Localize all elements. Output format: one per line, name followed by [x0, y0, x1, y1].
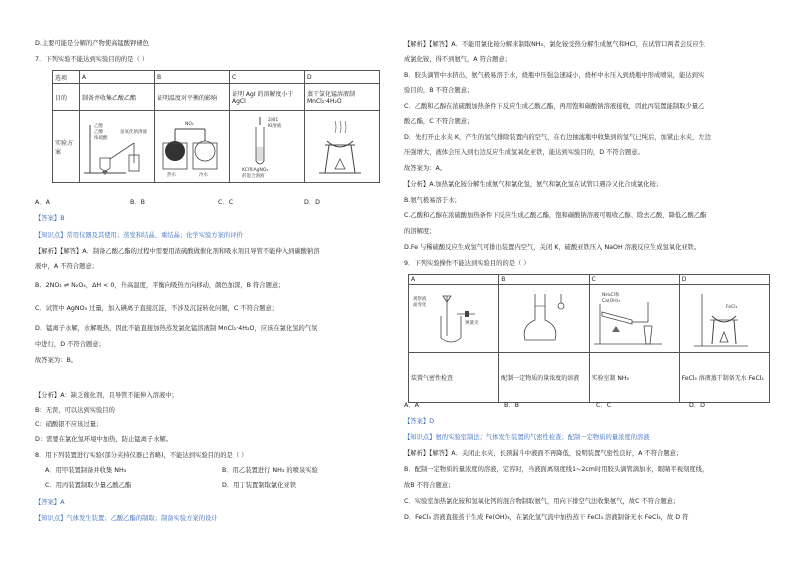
- q7-analysis-line: 【分析】A：缺乏催化剂，且导管不能伸入溶液中；: [35, 392, 178, 399]
- q9-choice-a: A．A: [404, 402, 419, 409]
- q7-header-cell: A: [80, 71, 155, 84]
- q8-stem: 8．用下列装置进行实验(部分夹持仪器已省略)，不能达到实验目的的是（ ）: [35, 452, 248, 459]
- q7-table: [52, 70, 380, 183]
- q7-explanation-line: 【解析】【解答】A．制备乙酸乙酯的过程中需要用浓硫酸做催化剂和吸水剂且导管不能伸入到碳酸钠溶: [35, 248, 320, 255]
- q8-analysis-line: B.氨气极易溶于水；: [404, 197, 461, 204]
- label-clamp: 弹簧夹: [465, 320, 479, 326]
- label-nh4cl: NH₄Cl和: [601, 292, 619, 298]
- label-no2: NO₂: [185, 121, 194, 127]
- q7-scheme-label: 实验方案: [53, 111, 80, 183]
- q9-table: [408, 274, 770, 403]
- q7-explanation-line: 中进行，D 不符合题意；: [35, 341, 105, 348]
- label-2-drops: 2滴1: [268, 117, 279, 123]
- q8-choice-d: D．用丁装置制取氯化亚铁: [222, 482, 297, 489]
- q9-figure-b: [499, 285, 589, 353]
- label-acetic-acid: 乙酸: [94, 129, 103, 135]
- q7-answer: 【答案】B: [35, 215, 65, 222]
- label-hot-water: 热水: [167, 172, 176, 178]
- q7-scheme-b: [155, 111, 230, 183]
- q7-explanation-line: B．2NO₂ ⇌ N₂O₄，ΔH < 0，升高温度，平衡向吸热方向移动，颜色加深，B 符合题意；: [35, 282, 285, 289]
- q7-stem: 7．下列实验不能达到实验目的的是（ ）: [35, 56, 149, 63]
- q9-choice-b: B．B: [504, 402, 519, 409]
- q7-choice-a: A．A: [35, 199, 50, 206]
- q9-explanation-line: 故B 不符合题意；: [404, 482, 455, 489]
- q8-explanation-line: D．先打开止水夹 K，产生的氢气排除装置内的空气，在右边抽滤瓶中收集到的氢气已纯后，加紧止水夹，左边: [404, 134, 711, 141]
- label-fecl3: FeCl₃: [725, 304, 738, 310]
- label-observe-level: 观察液: [413, 296, 427, 302]
- q8-analysis-line: 的溶解度；: [404, 228, 436, 235]
- q8-answer: 【答案】A: [35, 499, 65, 506]
- q7-header-cell: 选项: [53, 71, 80, 84]
- q8-choice-a: A．用甲装置制备并收集 NH₃: [45, 467, 127, 474]
- q9-header-cell: D: [679, 275, 769, 285]
- q8-explanation-line: B．胶头滴管中水挤出，氨气极易溶于水，烧瓶中压强急速减小，烧杯中水压入到烧瓶中形成喷泉，能达到实: [404, 72, 705, 79]
- prev-question-tail: D.主要可能是分解的产物使高锰酸钾褪色: [35, 40, 149, 47]
- q8-explanation-line: 酸乙酯，C 不符合题意；: [404, 118, 474, 125]
- q8-analysis-line: 【分析】A.加热氯化铵分解生成氨气和氯化氢，氨气和氯化氢在试管口遇冷又化合成氯化铵；: [404, 181, 663, 188]
- label-ethanol: 乙醇: [94, 123, 103, 129]
- q8-explanation-line: 【解析】【解答】A．不能用氯化铵分解来制取NH₃，氯化铵受热分解生成氨气和HCl，在试管口两者会反应生: [404, 41, 706, 48]
- q8-explanation-line: 验目的，B 不符合题意；: [404, 87, 474, 94]
- q8-explanation-line: 故答案为：A。: [404, 165, 447, 172]
- q9-purpose-a: 装置气密性检查: [409, 353, 499, 403]
- q7-scheme-a: [80, 111, 155, 183]
- airtightness-figure: [411, 286, 489, 350]
- q8-analysis-line: D.Fe 与稀硫酸反应生成氢气可排出装置内空气，关闭 K，硫酸亚铁压入 NaOH 溶液反应生成氢氧化亚铁。: [404, 244, 701, 251]
- nh3-prep-figure: [592, 286, 670, 350]
- q9-answer: 【答案】D: [404, 418, 435, 425]
- q7-choice-b: B．B: [130, 199, 145, 206]
- q7-choice-c: C．C: [218, 199, 234, 206]
- q9-purpose-b: 配制一定物质的量浓度的溶液: [499, 353, 589, 403]
- q7-explanation-line: 液中，A 不符合题意；: [35, 263, 98, 270]
- q9-purpose-d: FeCl₃ 溶液蒸干制备无水 FeCl₃: [679, 353, 769, 403]
- label-naoh: 氢氧化钠溶液: [120, 129, 147, 135]
- q8-explanation-line: 成氯化铵，得不到氨气，A 符合题意；: [404, 56, 512, 63]
- q9-choice-d: D．D: [689, 402, 705, 409]
- q9-figure-a: [409, 285, 499, 353]
- q7-explanation-line: D．锰离子水解，水解吸热，因此不能直接加热蒸发氯化锰溶液制 MnCl₂·4H₂O，应该在氯化氢的气氛: [35, 325, 318, 332]
- q9-header-cell: C: [589, 275, 679, 285]
- q7-header-cell: C: [230, 71, 305, 84]
- q9-figure-d: [679, 285, 769, 353]
- q7-explanation-line: 故答案为：B。: [35, 357, 78, 364]
- q7-analysis-line: B：无误，可以达到实验目的: [35, 407, 115, 414]
- q7-knowledge-points: 【知识点】常用仪器及其使用；蒸发和结晶、重结晶；化学实验方案的评价: [35, 232, 243, 239]
- q7-purpose-d: 蒸干氯化锰溶液制MnCl₂·4H₂O: [305, 84, 380, 111]
- label-caoh2: Ca(OH)₂: [601, 298, 620, 304]
- q7-header-cell: B: [155, 71, 230, 84]
- q9-stem: 9．下列实验操作不能达到实验目的的是（ ）: [404, 260, 530, 267]
- q7-explanation-line: C．试管中 AgNO₃ 过量，加入碘离子直接沉淀，不涉及沉淀转化问题，C 不符合题意；: [35, 305, 279, 312]
- q9-explanation-line: C．实验室加热氯化铵和氢氧化钙的混合物制取氨气，用向下排空气法收集氨气，故C 不符合题意；: [404, 498, 680, 505]
- label-cold-water: 冷水: [199, 172, 208, 178]
- q7-purpose-c: 证明 AgI 的溶解度小于 AgCl: [230, 84, 305, 111]
- fecl3-evaporation-figure: [682, 286, 760, 350]
- label-level-change: 面变化: [413, 302, 427, 308]
- q9-figure-c: [589, 285, 679, 353]
- label-kcl-agno3: KCl和AgNO₃: [242, 167, 269, 173]
- q7-purpose-label: 目的: [53, 84, 80, 111]
- q8-choice-c: C．用丙装置制取少量乙酸乙酯: [45, 482, 132, 489]
- q9-header-cell: B: [499, 275, 589, 285]
- q9-knowledge-points: 【知识点】氨的实验室制法；气体发生装置的气密性检查；配制一定物质的量浓度的溶液: [404, 434, 650, 441]
- q9-explanation-line: D．FeCl₃ 溶液直接蒸干生成 Fe(OH)₃，在氯化氢气流中加热蒸干 FeCl₃ 溶液制备无水 FeCl₃，故 D 符: [404, 514, 689, 521]
- evaporation-figure: [307, 113, 373, 179]
- q8-explanation-line: C．乙酸和乙醇在浓硫酸加热条件下反应生成乙酸乙酯，再用饱和碳酸钠溶液接收，因此丙装置能制取少量乙: [404, 103, 705, 110]
- volumetric-flask-figure: [501, 286, 579, 350]
- agi-tube-figure: [232, 113, 298, 179]
- q7-analysis-line: C：硝酸银不应该过量；: [35, 421, 103, 428]
- q7-header-cell: D: [305, 71, 380, 84]
- q8-analysis-line: C.乙酸和乙醇在浓硫酸加热条件下反应生成乙酸乙酯，饱和碳酸钠溶液可吸收乙醇、除去乙酸、降低乙酸乙酯: [404, 212, 707, 219]
- q7-purpose-a: 制备并收集乙酸乙酯: [80, 84, 155, 111]
- q8-explanation-line: 压强增大，液体会压入到右边反应生成氢氧化亚铁，能达到实验目的，D 不符合题意。: [404, 149, 644, 156]
- q7-scheme-d: [305, 111, 380, 183]
- q9-explanation-line: B．配制一定物质的量浓度的溶液，定容时，当液面离刻度线1~2cm时用胶头滴管滴加水，眼睛平视刻度线，: [404, 466, 709, 473]
- q9-choice-c: C．C: [596, 402, 612, 409]
- no2-flask-figure: [157, 113, 223, 179]
- label-mixture: 的混合溶液: [242, 173, 265, 179]
- q9-explanation-line: 【解析】【解答】A．关闭止水夹，长颈漏斗中液面不再降低，说明装置气密性良好，A 不符合题意；: [404, 450, 683, 457]
- q7-purpose-b: 证明温度对平衡的影响: [155, 84, 230, 111]
- ester-apparatus-figure: [82, 113, 148, 179]
- right-column: [404, 0, 789, 562]
- q9-purpose-c: 实验室制 NH₃: [589, 353, 679, 403]
- q8-choice-b: B．用乙装置进行 NH₃ 的喷泉实验: [222, 467, 318, 474]
- left-column: [0, 0, 385, 562]
- q7-scheme-c: [230, 111, 305, 183]
- q8-knowledge-points: 【知识点】气体发生装置；乙酸乙酯的制取；制备实验方案的设计: [35, 515, 218, 522]
- q9-header-cell: A: [409, 275, 499, 285]
- label-conc-sulfuric: 浓硫酸: [94, 135, 108, 141]
- label-ki: KI溶液: [268, 123, 282, 129]
- q7-choice-d: D．D: [304, 199, 320, 206]
- q7-analysis-line: D：需要在氯化氢环境中加热，防止锰离子水解。: [35, 436, 173, 443]
